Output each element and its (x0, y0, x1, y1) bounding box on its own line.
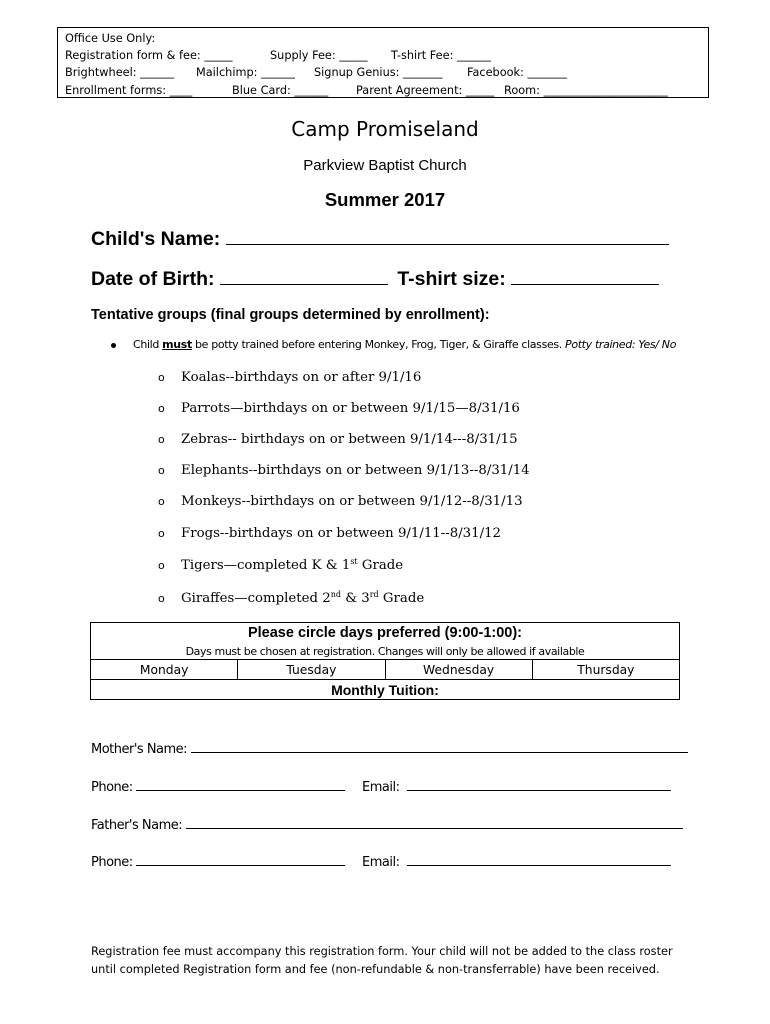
footer-note (91, 943, 691, 979)
father-name-line[interactable] (186, 815, 683, 829)
season-title: Summer 2017 (324, 189, 446, 210)
facebook-field: Facebook: _______ (467, 66, 568, 80)
circle-bullet-icon: o (158, 464, 165, 477)
camp-title: Camp Promiseland (291, 117, 479, 141)
group-tigers: o Tigers—completed K & 1st Grade (158, 557, 404, 573)
room-field: Room: ______________________ (504, 83, 668, 97)
day-wednesday[interactable]: Wednesday (385, 660, 532, 680)
potty-trained-option: Potty trained: Yes/ No (565, 338, 677, 351)
office-use-row-3 (65, 82, 708, 99)
child-name-line[interactable] (226, 227, 669, 245)
circle-bullet-icon: o (158, 371, 165, 384)
child-name-label: Child's Name: (91, 228, 221, 250)
office-use-row-2 (65, 64, 708, 81)
father-phone-label: Phone: (91, 855, 133, 870)
dob-field[interactable] (91, 267, 659, 291)
father-email-label: Email: (362, 855, 400, 870)
days-table (90, 622, 680, 700)
enrollment-forms-field: Enrollment forms: ____ (65, 83, 193, 97)
tshirt-label: T-shirt size: (397, 268, 506, 290)
mother-name-field[interactable] (91, 739, 688, 757)
circle-bullet-icon: o (158, 433, 165, 446)
day-thursday[interactable]: Thursday (532, 660, 679, 680)
potty-training-note: Child must be potty trained before entering Monkey, Frog, Tiger, & Giraffe classes. Potty trained: Yes/ No (111, 338, 676, 351)
office-use-heading: Office Use Only: (65, 32, 156, 45)
group-zebras: o Zebras-- birthdays on or between 9/1/14---8/31/15 (158, 432, 518, 447)
office-use-box (57, 27, 709, 98)
group-parrots: o Parrots—birthdays on or between 9/1/15—8/31/16 (158, 401, 520, 416)
days-table-subheading: Days must be chosen at registration. Changes will only be allowed if available (91, 643, 680, 660)
supply-fee-field: Supply Fee: _____ (270, 49, 368, 63)
circle-bullet-icon: o (158, 559, 165, 572)
group-frogs: o Frogs--birthdays on or between 9/1/11--8/31/12 (158, 526, 502, 541)
tshirt-line[interactable] (511, 267, 659, 285)
circle-bullet-icon: o (158, 495, 165, 508)
group-koalas: o Koalas--birthdays on or after 9/1/16 (158, 370, 422, 385)
circle-bullet-icon: o (158, 402, 165, 415)
father-email-line[interactable] (407, 852, 671, 866)
mother-phone-label: Phone: (91, 780, 133, 795)
footer-line-2: until completed Registration form and fee (non-refundable & non-transferrable) have been received. (91, 963, 660, 976)
office-use-row-1 (65, 47, 708, 64)
mother-phone-line[interactable] (136, 777, 345, 791)
dob-label: Date of Birth: (91, 268, 215, 290)
circle-bullet-icon: o (158, 592, 165, 605)
mailchimp-field: Mailchimp: ______ (196, 66, 295, 80)
circle-bullet-icon: o (158, 527, 165, 540)
parent-agreement-field: Parent Agreement: _____ (356, 83, 495, 97)
mother-email-field[interactable] (362, 777, 671, 795)
blue-card-field: Blue Card: ______ (232, 83, 329, 97)
signup-genius-field: Signup Genius: _______ (314, 66, 443, 80)
days-table-heading: Please circle days preferred (9:00-1:00): (91, 623, 680, 644)
mother-name-label: Mother's Name: (91, 742, 188, 757)
registration-fee-field: Registration form & fee: _____ (65, 49, 233, 63)
brightwheel-field: Brightwheel: ______ (65, 66, 175, 80)
mother-email-label: Email: (362, 780, 400, 795)
day-tuesday[interactable]: Tuesday (238, 660, 385, 680)
monthly-tuition: Monthly Tuition: (91, 680, 680, 700)
mother-email-line[interactable] (407, 777, 671, 791)
father-email-field[interactable] (362, 852, 671, 870)
groups-heading: Tentative groups (final groups determined by enrollment): (91, 307, 490, 323)
mother-phone-field[interactable] (91, 777, 345, 795)
church-name: Parkview Baptist Church (303, 157, 467, 174)
day-monday[interactable]: Monday (91, 660, 238, 680)
footer-line-1: Registration fee must accompany this registration form. Your child will not be added to the class roster (91, 945, 673, 958)
tshirt-fee-field: T-shirt Fee: ______ (391, 49, 491, 63)
group-monkeys: o Monkeys--birthdays on or between 9/1/12--8/31/13 (158, 494, 523, 509)
group-giraffes: o Giraffes—completed 2nd & 3rd Grade (158, 590, 425, 606)
group-elephants: o Elephants--birthdays on or between 9/1/13--8/31/14 (158, 463, 530, 478)
father-phone-line[interactable] (136, 852, 345, 866)
must-emphasis: must (162, 338, 192, 351)
mother-name-line[interactable] (191, 739, 688, 753)
bullet-icon (111, 343, 116, 348)
father-name-label: Father's Name: (91, 818, 183, 833)
father-name-field[interactable] (91, 815, 683, 833)
father-phone-field[interactable] (91, 852, 345, 870)
child-name-field[interactable] (91, 227, 669, 251)
dob-line[interactable] (220, 267, 388, 285)
